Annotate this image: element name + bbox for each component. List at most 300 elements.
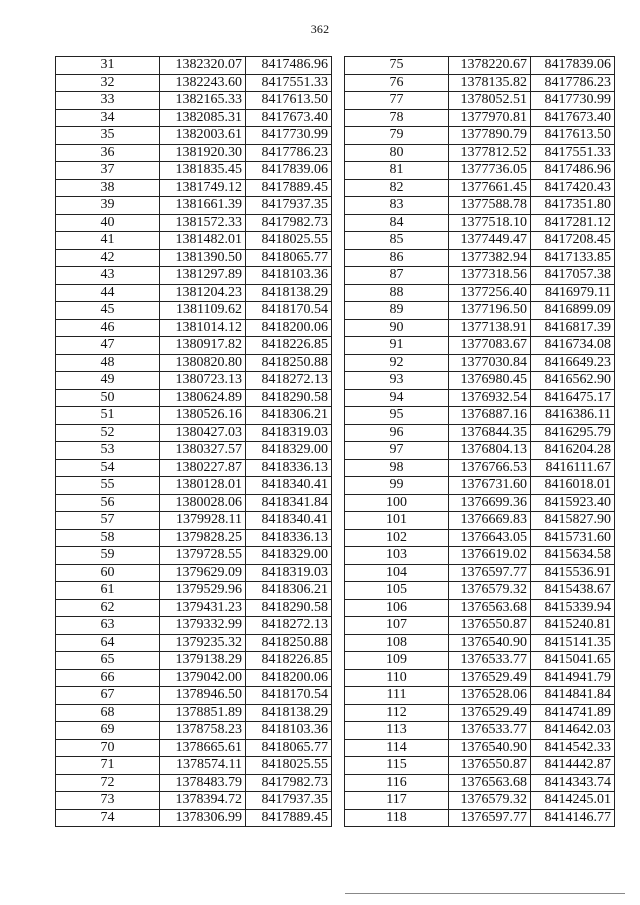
table-row (56, 284, 332, 302)
x-coordinate-cell: 1376844.35 (449, 424, 531, 442)
table-row (56, 74, 332, 92)
point-number-cell: 111 (345, 687, 449, 705)
x-coordinate-cell: 1379235.32 (160, 634, 246, 652)
point-number-cell: 57 (56, 512, 160, 530)
x-coordinate-cell: 1377196.50 (449, 302, 531, 320)
x-coordinate-cell: 1377970.81 (449, 109, 531, 127)
table-row (345, 459, 615, 477)
x-coordinate-cell: 1380820.80 (160, 354, 246, 372)
x-coordinate-cell: 1377736.05 (449, 162, 531, 180)
table-row (345, 704, 615, 722)
x-coordinate-cell: 1377588.78 (449, 197, 531, 215)
y-coordinate-cell: 8418226.85 (246, 337, 332, 355)
point-number-cell: 48 (56, 354, 160, 372)
x-coordinate-cell: 1381572.33 (160, 214, 246, 232)
point-number-cell: 71 (56, 757, 160, 775)
x-coordinate-cell: 1379828.25 (160, 529, 246, 547)
y-coordinate-cell: 8417057.38 (531, 267, 615, 285)
x-coordinate-cell: 1376643.05 (449, 529, 531, 547)
table-row (56, 57, 332, 75)
point-number-cell: 55 (56, 477, 160, 495)
point-number-cell: 74 (56, 809, 160, 827)
table-row (56, 319, 332, 337)
point-number-cell: 75 (345, 57, 449, 75)
x-coordinate-cell: 1380624.89 (160, 389, 246, 407)
point-number-cell: 53 (56, 442, 160, 460)
x-coordinate-cell: 1376528.06 (449, 687, 531, 705)
y-coordinate-cell: 8418025.55 (246, 757, 332, 775)
x-coordinate-cell: 1376980.45 (449, 372, 531, 390)
table-row (56, 372, 332, 390)
point-number-cell: 87 (345, 267, 449, 285)
y-coordinate-cell: 8418025.55 (246, 232, 332, 250)
y-coordinate-cell: 8418340.41 (246, 512, 332, 530)
point-number-cell: 93 (345, 372, 449, 390)
y-coordinate-cell: 8417281.12 (531, 214, 615, 232)
point-number-cell: 39 (56, 197, 160, 215)
y-coordinate-cell: 8417420.43 (531, 179, 615, 197)
y-coordinate-cell: 8417839.06 (246, 162, 332, 180)
x-coordinate-cell: 1376563.68 (449, 774, 531, 792)
table-row (345, 319, 615, 337)
table-row (56, 109, 332, 127)
y-coordinate-cell: 8417551.33 (246, 74, 332, 92)
y-coordinate-cell: 8414245.01 (531, 792, 615, 810)
point-number-cell: 98 (345, 459, 449, 477)
table-row (345, 267, 615, 285)
table-row (345, 442, 615, 460)
x-coordinate-cell: 1376579.32 (449, 792, 531, 810)
table-row (345, 302, 615, 320)
x-coordinate-cell: 1378574.11 (160, 757, 246, 775)
point-number-cell: 58 (56, 529, 160, 547)
x-coordinate-cell: 1379332.99 (160, 617, 246, 635)
y-coordinate-cell: 8418250.88 (246, 634, 332, 652)
x-coordinate-cell: 1379728.55 (160, 547, 246, 565)
y-coordinate-cell: 8418065.77 (246, 249, 332, 267)
point-number-cell: 52 (56, 424, 160, 442)
y-coordinate-cell: 8418138.29 (246, 704, 332, 722)
x-coordinate-cell: 1376540.90 (449, 634, 531, 652)
x-coordinate-cell: 1381390.50 (160, 249, 246, 267)
x-coordinate-cell: 1376533.77 (449, 722, 531, 740)
table-row (345, 512, 615, 530)
table-row (56, 179, 332, 197)
x-coordinate-cell: 1382003.61 (160, 127, 246, 145)
y-coordinate-cell: 8415041.65 (531, 652, 615, 670)
footer-rule (345, 893, 625, 894)
y-coordinate-cell: 8418306.21 (246, 407, 332, 425)
table-row (56, 687, 332, 705)
table-row (56, 477, 332, 495)
y-coordinate-cell: 8414343.74 (531, 774, 615, 792)
point-number-cell: 109 (345, 652, 449, 670)
y-coordinate-cell: 8416018.01 (531, 477, 615, 495)
table-row (345, 214, 615, 232)
point-number-cell: 89 (345, 302, 449, 320)
y-coordinate-cell: 8415240.81 (531, 617, 615, 635)
table-row (345, 634, 615, 652)
y-coordinate-cell: 8417133.85 (531, 249, 615, 267)
table-row (345, 354, 615, 372)
point-number-cell: 34 (56, 109, 160, 127)
y-coordinate-cell: 8417937.35 (246, 197, 332, 215)
point-number-cell: 72 (56, 774, 160, 792)
y-coordinate-cell: 8417486.96 (531, 162, 615, 180)
x-coordinate-cell: 1381109.62 (160, 302, 246, 320)
y-coordinate-cell: 8417937.35 (246, 792, 332, 810)
x-coordinate-cell: 1381835.45 (160, 162, 246, 180)
point-number-cell: 37 (56, 162, 160, 180)
x-coordinate-cell: 1378851.89 (160, 704, 246, 722)
y-coordinate-cell: 8416295.79 (531, 424, 615, 442)
y-coordinate-cell: 8418290.58 (246, 599, 332, 617)
y-coordinate-cell: 8416475.17 (531, 389, 615, 407)
table-row (345, 529, 615, 547)
table-row (345, 337, 615, 355)
table-row (56, 267, 332, 285)
y-coordinate-cell: 8416111.67 (531, 459, 615, 477)
table-row (56, 757, 332, 775)
table-row (345, 739, 615, 757)
table-row (56, 582, 332, 600)
table-row (345, 599, 615, 617)
table-row (345, 372, 615, 390)
x-coordinate-cell: 1378220.67 (449, 57, 531, 75)
point-number-cell: 83 (345, 197, 449, 215)
x-coordinate-cell: 1382085.31 (160, 109, 246, 127)
x-coordinate-cell: 1379042.00 (160, 669, 246, 687)
y-coordinate-cell: 8416649.23 (531, 354, 615, 372)
x-coordinate-cell: 1380327.57 (160, 442, 246, 460)
table-row (56, 634, 332, 652)
y-coordinate-cell: 8414841.84 (531, 687, 615, 705)
x-coordinate-cell: 1376529.49 (449, 669, 531, 687)
x-coordinate-cell: 1377449.47 (449, 232, 531, 250)
x-coordinate-cell: 1378946.50 (160, 687, 246, 705)
table-row (56, 249, 332, 267)
point-number-cell: 84 (345, 214, 449, 232)
point-number-cell: 105 (345, 582, 449, 600)
point-number-cell: 38 (56, 179, 160, 197)
y-coordinate-cell: 8418319.03 (246, 424, 332, 442)
x-coordinate-cell: 1377661.45 (449, 179, 531, 197)
y-coordinate-cell: 8416386.11 (531, 407, 615, 425)
point-number-cell: 96 (345, 424, 449, 442)
point-number-cell: 40 (56, 214, 160, 232)
table-row (345, 92, 615, 110)
table-row (345, 57, 615, 75)
point-number-cell: 85 (345, 232, 449, 250)
x-coordinate-cell: 1379928.11 (160, 512, 246, 530)
y-coordinate-cell: 8418250.88 (246, 354, 332, 372)
x-coordinate-cell: 1381920.30 (160, 144, 246, 162)
y-coordinate-cell: 8415731.60 (531, 529, 615, 547)
x-coordinate-cell: 1377518.10 (449, 214, 531, 232)
y-coordinate-cell: 8414146.77 (531, 809, 615, 827)
table-row (345, 424, 615, 442)
point-number-cell: 82 (345, 179, 449, 197)
coordinates-table-right (344, 56, 615, 827)
table-row (345, 722, 615, 740)
x-coordinate-cell: 1376540.90 (449, 739, 531, 757)
y-coordinate-cell: 8416204.28 (531, 442, 615, 460)
x-coordinate-cell: 1377030.84 (449, 354, 531, 372)
table-row (345, 494, 615, 512)
table-row (56, 354, 332, 372)
y-coordinate-cell: 8417730.99 (531, 92, 615, 110)
y-coordinate-cell: 8414642.03 (531, 722, 615, 740)
x-coordinate-cell: 1377138.91 (449, 319, 531, 337)
x-coordinate-cell: 1380723.13 (160, 372, 246, 390)
point-number-cell: 108 (345, 634, 449, 652)
point-number-cell: 66 (56, 669, 160, 687)
x-coordinate-cell: 1376619.02 (449, 547, 531, 565)
x-coordinate-cell: 1381204.23 (160, 284, 246, 302)
table-row (345, 669, 615, 687)
table-row (345, 407, 615, 425)
point-number-cell: 112 (345, 704, 449, 722)
point-number-cell: 94 (345, 389, 449, 407)
table-row (345, 547, 615, 565)
y-coordinate-cell: 8414741.89 (531, 704, 615, 722)
table-row (56, 162, 332, 180)
point-number-cell: 63 (56, 617, 160, 635)
y-coordinate-cell: 8416979.11 (531, 284, 615, 302)
point-number-cell: 36 (56, 144, 160, 162)
table-row (56, 337, 332, 355)
y-coordinate-cell: 8418336.13 (246, 459, 332, 477)
x-coordinate-cell: 1381482.01 (160, 232, 246, 250)
point-number-cell: 100 (345, 494, 449, 512)
table-row (345, 249, 615, 267)
table-row (345, 652, 615, 670)
table-row (56, 652, 332, 670)
table-row (345, 109, 615, 127)
x-coordinate-cell: 1382320.07 (160, 57, 246, 75)
x-coordinate-cell: 1379529.96 (160, 582, 246, 600)
x-coordinate-cell: 1378665.61 (160, 739, 246, 757)
point-number-cell: 101 (345, 512, 449, 530)
y-coordinate-cell: 8417839.06 (531, 57, 615, 75)
x-coordinate-cell: 1379629.09 (160, 564, 246, 582)
x-coordinate-cell: 1377890.79 (449, 127, 531, 145)
y-coordinate-cell: 8418200.06 (246, 319, 332, 337)
point-number-cell: 104 (345, 564, 449, 582)
point-number-cell: 106 (345, 599, 449, 617)
x-coordinate-cell: 1376529.49 (449, 704, 531, 722)
table-row (345, 389, 615, 407)
y-coordinate-cell: 8418272.13 (246, 372, 332, 390)
point-number-cell: 54 (56, 459, 160, 477)
y-coordinate-cell: 8414542.33 (531, 739, 615, 757)
page-number: 362 (310, 22, 330, 36)
y-coordinate-cell: 8417551.33 (531, 144, 615, 162)
table-row (56, 704, 332, 722)
table-row (345, 564, 615, 582)
point-number-cell: 42 (56, 249, 160, 267)
y-coordinate-cell: 8418103.36 (246, 722, 332, 740)
y-coordinate-cell: 8415634.58 (531, 547, 615, 565)
table-row (56, 774, 332, 792)
y-coordinate-cell: 8418340.41 (246, 477, 332, 495)
x-coordinate-cell: 1378306.99 (160, 809, 246, 827)
table-row (56, 407, 332, 425)
point-number-cell: 46 (56, 319, 160, 337)
x-coordinate-cell: 1378135.82 (449, 74, 531, 92)
x-coordinate-cell: 1376550.87 (449, 617, 531, 635)
y-coordinate-cell: 8417208.45 (531, 232, 615, 250)
y-coordinate-cell: 8418170.54 (246, 302, 332, 320)
point-number-cell: 90 (345, 319, 449, 337)
x-coordinate-cell: 1376579.32 (449, 582, 531, 600)
point-number-cell: 78 (345, 109, 449, 127)
table-row (345, 74, 615, 92)
point-number-cell: 44 (56, 284, 160, 302)
point-number-cell: 92 (345, 354, 449, 372)
point-number-cell: 64 (56, 634, 160, 652)
table-row (345, 179, 615, 197)
table-row (345, 809, 615, 827)
table-row (56, 197, 332, 215)
point-number-cell: 60 (56, 564, 160, 582)
table-row (56, 529, 332, 547)
point-number-cell: 69 (56, 722, 160, 740)
point-number-cell: 73 (56, 792, 160, 810)
point-number-cell: 81 (345, 162, 449, 180)
point-number-cell: 62 (56, 599, 160, 617)
table-row (56, 494, 332, 512)
x-coordinate-cell: 1378758.23 (160, 722, 246, 740)
x-coordinate-cell: 1378052.51 (449, 92, 531, 110)
y-coordinate-cell: 8416817.39 (531, 319, 615, 337)
y-coordinate-cell: 8415141.35 (531, 634, 615, 652)
table-row (345, 774, 615, 792)
x-coordinate-cell: 1376887.16 (449, 407, 531, 425)
table-row (56, 459, 332, 477)
point-number-cell: 116 (345, 774, 449, 792)
x-coordinate-cell: 1377812.52 (449, 144, 531, 162)
x-coordinate-cell: 1380128.01 (160, 477, 246, 495)
point-number-cell: 114 (345, 739, 449, 757)
x-coordinate-cell: 1379431.23 (160, 599, 246, 617)
x-coordinate-cell: 1380028.06 (160, 494, 246, 512)
y-coordinate-cell: 8418170.54 (246, 687, 332, 705)
point-number-cell: 50 (56, 389, 160, 407)
y-coordinate-cell: 8417486.96 (246, 57, 332, 75)
table-row (345, 582, 615, 600)
point-number-cell: 47 (56, 337, 160, 355)
y-coordinate-cell: 8415339.94 (531, 599, 615, 617)
table-row (345, 792, 615, 810)
point-number-cell: 115 (345, 757, 449, 775)
y-coordinate-cell: 8417786.23 (246, 144, 332, 162)
y-coordinate-cell: 8418306.21 (246, 582, 332, 600)
table-row (345, 162, 615, 180)
point-number-cell: 41 (56, 232, 160, 250)
x-coordinate-cell: 1381297.89 (160, 267, 246, 285)
y-coordinate-cell: 8416562.90 (531, 372, 615, 390)
x-coordinate-cell: 1381014.12 (160, 319, 246, 337)
table-row (345, 127, 615, 145)
x-coordinate-cell: 1377083.67 (449, 337, 531, 355)
table-row (56, 424, 332, 442)
point-number-cell: 99 (345, 477, 449, 495)
y-coordinate-cell: 8417351.80 (531, 197, 615, 215)
x-coordinate-cell: 1381661.39 (160, 197, 246, 215)
x-coordinate-cell: 1376766.53 (449, 459, 531, 477)
y-coordinate-cell: 8417673.40 (246, 109, 332, 127)
y-coordinate-cell: 8417673.40 (531, 109, 615, 127)
point-number-cell: 97 (345, 442, 449, 460)
y-coordinate-cell: 8417982.73 (246, 774, 332, 792)
x-coordinate-cell: 1376533.77 (449, 652, 531, 670)
point-number-cell: 107 (345, 617, 449, 635)
x-coordinate-cell: 1376932.54 (449, 389, 531, 407)
coordinates-table-left (55, 56, 332, 827)
table-row (56, 792, 332, 810)
y-coordinate-cell: 8414941.79 (531, 669, 615, 687)
table-row (56, 547, 332, 565)
table-row (345, 687, 615, 705)
table-row (56, 599, 332, 617)
x-coordinate-cell: 1378394.72 (160, 792, 246, 810)
y-coordinate-cell: 8418138.29 (246, 284, 332, 302)
table-row (345, 144, 615, 162)
point-number-cell: 88 (345, 284, 449, 302)
y-coordinate-cell: 8416734.08 (531, 337, 615, 355)
point-number-cell: 70 (56, 739, 160, 757)
y-coordinate-cell: 8418065.77 (246, 739, 332, 757)
point-number-cell: 45 (56, 302, 160, 320)
point-number-cell: 32 (56, 74, 160, 92)
x-coordinate-cell: 1376804.13 (449, 442, 531, 460)
y-coordinate-cell: 8417613.50 (531, 127, 615, 145)
point-number-cell: 49 (56, 372, 160, 390)
point-number-cell: 68 (56, 704, 160, 722)
y-coordinate-cell: 8418319.03 (246, 564, 332, 582)
point-number-cell: 61 (56, 582, 160, 600)
y-coordinate-cell: 8415923.40 (531, 494, 615, 512)
point-number-cell: 102 (345, 529, 449, 547)
y-coordinate-cell: 8418200.06 (246, 669, 332, 687)
table-row (345, 757, 615, 775)
point-number-cell: 67 (56, 687, 160, 705)
x-coordinate-cell: 1380427.03 (160, 424, 246, 442)
point-number-cell: 118 (345, 809, 449, 827)
table-row (56, 232, 332, 250)
x-coordinate-cell: 1376731.60 (449, 477, 531, 495)
table-row (56, 809, 332, 827)
table-row (56, 722, 332, 740)
point-number-cell: 95 (345, 407, 449, 425)
x-coordinate-cell: 1376563.68 (449, 599, 531, 617)
x-coordinate-cell: 1379138.29 (160, 652, 246, 670)
y-coordinate-cell: 8415536.91 (531, 564, 615, 582)
point-number-cell: 56 (56, 494, 160, 512)
point-number-cell: 43 (56, 267, 160, 285)
point-number-cell: 77 (345, 92, 449, 110)
table-row (56, 214, 332, 232)
y-coordinate-cell: 8417889.45 (246, 179, 332, 197)
y-coordinate-cell: 8418329.00 (246, 547, 332, 565)
x-coordinate-cell: 1380526.16 (160, 407, 246, 425)
x-coordinate-cell: 1376597.77 (449, 564, 531, 582)
y-coordinate-cell: 8417730.99 (246, 127, 332, 145)
table-row (56, 389, 332, 407)
table-row (345, 232, 615, 250)
table-row (345, 284, 615, 302)
